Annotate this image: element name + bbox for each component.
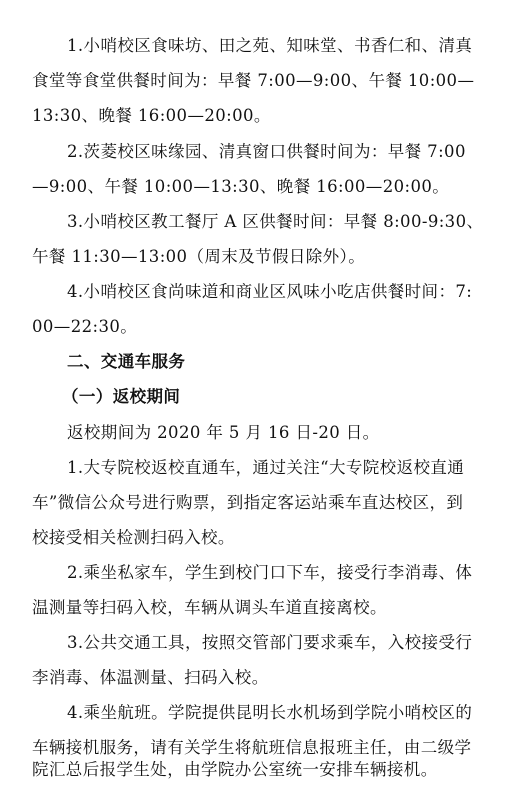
paragraph-9-line-2: 车辆接机服务，请有关学生将航班信息报班主任，由二级学 — [32, 738, 472, 757]
paragraph-3-line-1: 3.小哨校区教工餐厅 A 区供餐时间：早餐 8:00-9:30、 — [67, 212, 484, 231]
section-heading-transport: 二、交通车服务 — [67, 352, 186, 371]
paragraph-6-line-2: 车”微信公众号进行购票，到指定客运站乘车直达校区，到 — [32, 493, 464, 512]
subsection-heading-return-period: （一）返校期间 — [62, 387, 181, 406]
paragraph-6-line-3: 校接受相关检测扫码入校。 — [32, 528, 235, 547]
paragraph-8-line-1: 3.公共交通工具，按照交管部门要求乘车，入校接受行 — [67, 633, 473, 652]
paragraph-1-line-2: 食堂等食堂供餐时间为：早餐 7:00—9:00、午餐 10:00— — [32, 71, 475, 90]
paragraph-7-line-2: 温测量等扫码入校，车辆从调头车道直接离校。 — [32, 598, 387, 617]
paragraph-8-line-2: 李消毒、体温测量、扫码入校。 — [32, 668, 269, 687]
paragraph-5-line-1: 返校期间为 2020 年 5 月 16 日-20 日。 — [67, 423, 380, 442]
paragraph-2-line-2: —9:00、午餐 10:00—13:30、晚餐 16:00—20:00。 — [32, 177, 450, 196]
paragraph-9-line-1: 4.乘坐航班。学院提供昆明长水机场到学院小哨校区的 — [67, 703, 473, 722]
paragraph-2-line-1: 2.茨菱校区味缘园、清真窗口供餐时间为：早餐 7:00 — [67, 142, 466, 161]
paragraph-1-line-1: 1.小哨校区食味坊、田之苑、知味堂、书香仁和、清真 — [67, 36, 473, 55]
paragraph-9-line-3: 院汇总后报学生处，由学院办公室统一安排车辆接机。 — [32, 760, 438, 779]
paragraph-4-line-1: 4.小哨校区食尚味道和商业区风味小吃店供餐时间：7: — [67, 282, 473, 301]
paragraph-6-line-1: 1.大专院校返校直通车，通过关注“大专院校返校直通 — [67, 458, 465, 477]
paragraph-3-line-2: 午餐 11:30—13:00（周末及节假日除外）。 — [32, 247, 366, 266]
paragraph-1-line-3: 13:30、晚餐 16:00—20:00。 — [32, 106, 271, 125]
paragraph-7-line-1: 2.乘坐私家车，学生到校门口下车，接受行李消毒、体 — [67, 563, 473, 582]
paragraph-4-line-2: 00—22:30。 — [32, 317, 138, 336]
